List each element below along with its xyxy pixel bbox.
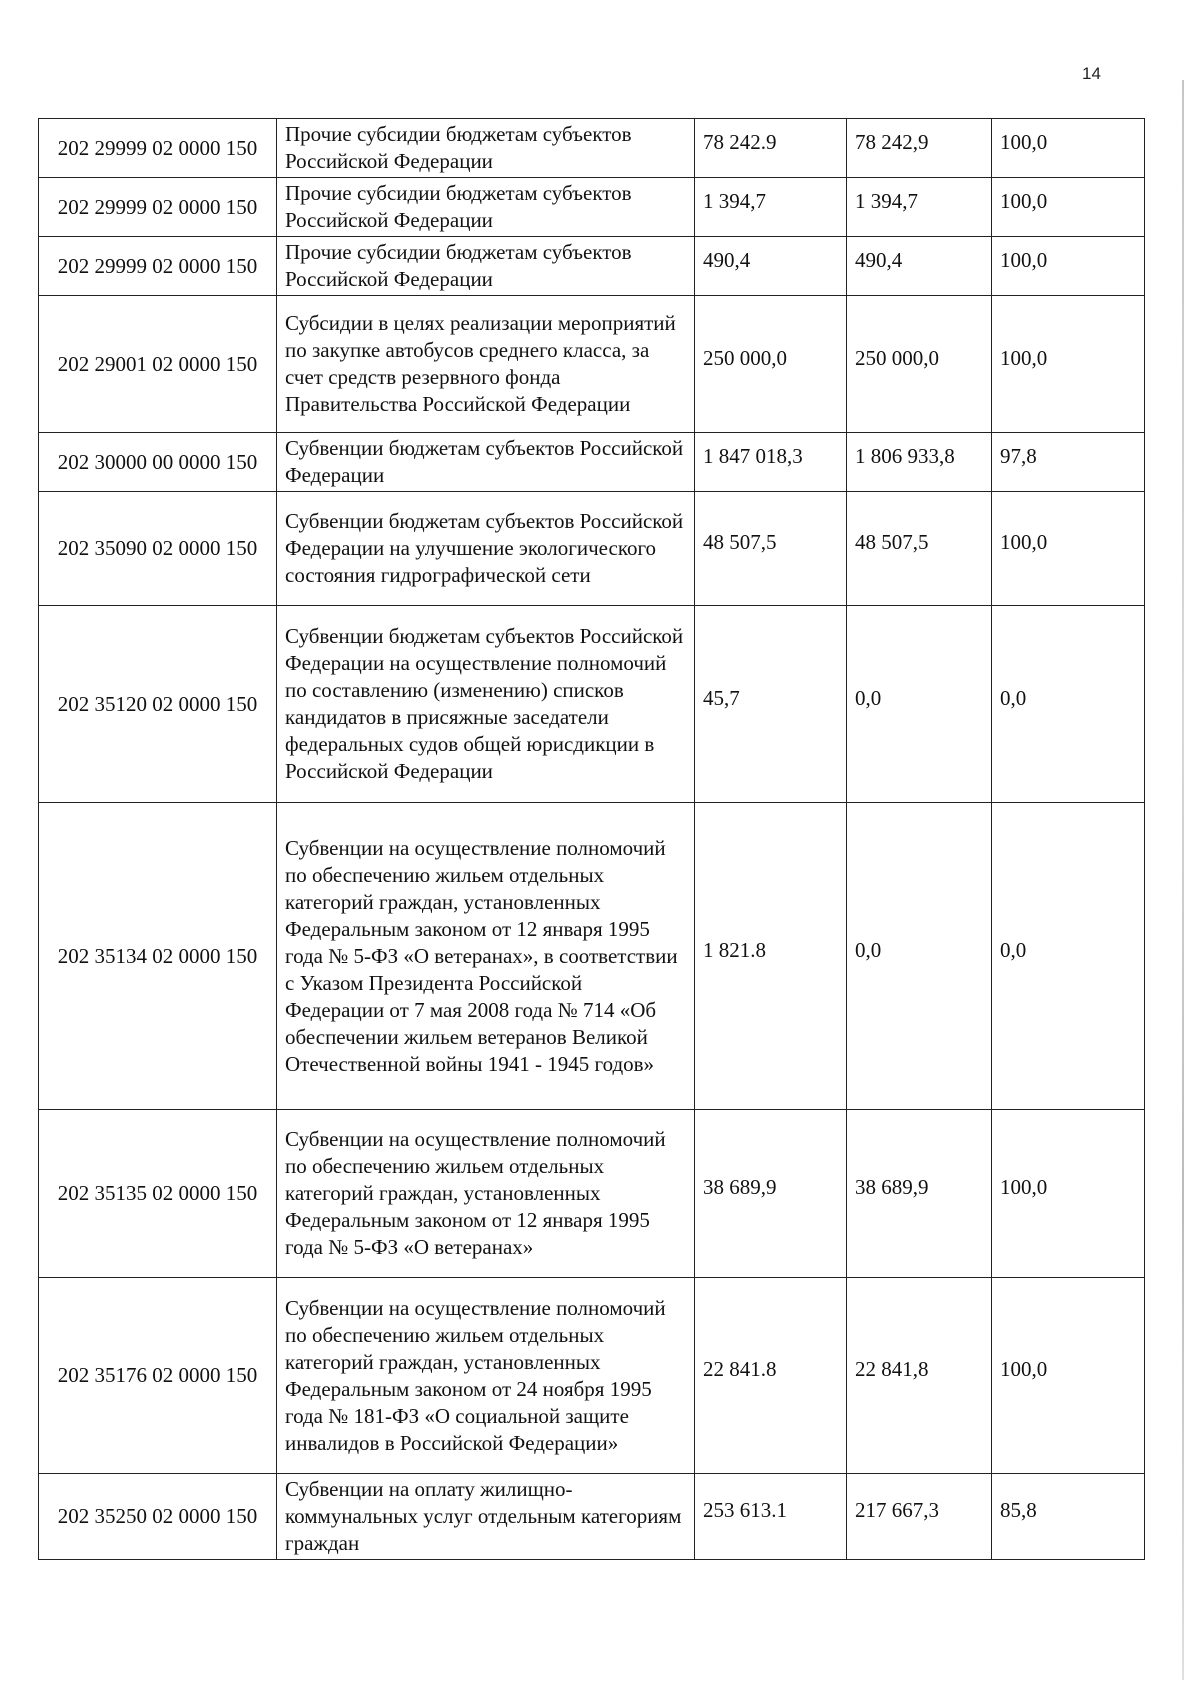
execution-percent [992,1474,1145,1560]
actual-amount-value: 78 242,9 [855,129,929,154]
page-number: 14 [1082,64,1101,83]
table-row [39,606,1145,803]
actual-amount-value: 217 667,3 [855,1498,939,1522]
budget-code: 202 29999 02 0000 150 [39,119,277,178]
execution-percent [992,119,1145,178]
actual-amount-value: 250 000,0 [855,345,939,370]
table-row [39,433,1145,492]
revenue-name: Субвенции на осуществление полномочий по обеспечению жильем отдельных категорий граждан, установленных Федеральным законом от 24 ноября 1995 года № 181-ФЗ «О социальной защите инвалидов в Российской Федерации» [277,1278,695,1474]
actual-amount-value: 48 507,5 [855,530,929,554]
plan-amount-value: 490,4 [703,247,751,272]
budget-code: 202 35120 02 0000 150 [39,606,277,803]
budget-code: 202 29001 02 0000 150 [39,296,277,433]
actual-amount [847,1278,992,1474]
budget-code: 202 30000 00 0000 150 [39,433,277,492]
revenue-name: Прочие субсидии бюджетам субъектов Российской Федерации [277,237,695,296]
execution-percent-value: 100,0 [1000,1357,1048,1381]
execution-percent [992,606,1145,803]
execution-percent-value: 85,8 [1000,1498,1037,1522]
execution-percent-value: 100,0 [1000,188,1048,213]
actual-amount [847,237,992,296]
actual-amount [847,803,992,1110]
table-row [39,119,1145,178]
actual-amount [847,119,992,178]
execution-percent [992,492,1145,606]
execution-percent [992,433,1145,492]
plan-amount-value: 38 689,9 [703,1175,777,1199]
actual-amount [847,296,992,433]
table-row [39,803,1145,1110]
execution-percent [992,178,1145,237]
budget-code: 202 29999 02 0000 150 [39,237,277,296]
plan-amount-value: 78 242.9 [703,129,777,154]
budget-code: 202 35250 02 0000 150 [39,1474,277,1560]
actual-amount [847,1110,992,1278]
execution-percent-value: 100,0 [1000,247,1048,272]
plan-amount-value: 1 394,7 [703,188,766,213]
plan-amount-value: 45,7 [703,685,740,710]
actual-amount [847,433,992,492]
revenue-name: Субвенции бюджетам субъектов Российской Федерации на улучшение экологического состояния гидрографической сети [277,492,695,606]
revenue-name: Субвенции на оплату жилищно-коммунальных услуг отдельным категориям граждан [277,1474,695,1560]
execution-percent [992,803,1145,1110]
execution-percent-value: 100,0 [1000,345,1048,370]
plan-amount-value: 250 000,0 [703,345,787,370]
revenue-name: Субсидии в целях реализации мероприятий по закупке автобусов среднего класса, за счет средств резервного фонда Правительства Российской Федерации [277,296,695,433]
plan-amount [695,1110,847,1278]
table-row [39,237,1145,296]
plan-amount [695,296,847,433]
budget-code: 202 29999 02 0000 150 [39,178,277,237]
execution-percent-value: 100,0 [1000,1175,1048,1199]
plan-amount-value: 1 821.8 [703,937,766,962]
actual-amount-value: 0,0 [855,937,882,962]
revenue-name: Прочие субсидии бюджетам субъектов Российской Федерации [277,178,695,237]
plan-amount [695,1474,847,1560]
table-row [39,296,1145,433]
table-row [39,492,1145,606]
plan-amount-value: 253 613.1 [703,1498,787,1522]
table-row [39,178,1145,237]
plan-amount [695,1278,847,1474]
actual-amount [847,492,992,606]
revenue-name: Субвенции бюджетам субъектов Российской Федерации [277,433,695,492]
actual-amount-value: 490,4 [855,247,903,272]
actual-amount-value: 1 394,7 [855,188,918,213]
actual-amount-value: 22 841,8 [855,1357,929,1381]
budget-code: 202 35176 02 0000 150 [39,1278,277,1474]
plan-amount-value: 22 841.8 [703,1357,777,1381]
plan-amount [695,178,847,237]
actual-amount-value: 38 689,9 [855,1175,929,1199]
table-row [39,1278,1145,1474]
plan-amount [695,492,847,606]
actual-amount-value: 1 806 933,8 [855,443,955,468]
plan-amount-value: 48 507,5 [703,530,777,554]
revenue-name: Субвенции бюджетам субъектов Российской Федерации на осуществление полномочий по составлению (изменению) списков кандидатов в присяжные заседатели федеральных судов общей юрисдикции в Российской Федерации [277,606,695,803]
execution-percent-value: 0,0 [1000,937,1027,962]
budget-code: 202 35134 02 0000 150 [39,803,277,1110]
execution-percent-value: 100,0 [1000,129,1048,154]
revenue-name: Субвенции на осуществление полномочий по обеспечению жильем отдельных категорий граждан, установленных Федеральным законом от 12 января 1995 года № 5-ФЗ «О ветеранах» [277,1110,695,1278]
execution-percent [992,296,1145,433]
actual-amount [847,178,992,237]
execution-percent-value: 97,8 [1000,443,1037,468]
scan-edge-line [1182,80,1184,1680]
actual-amount-value: 0,0 [855,685,882,710]
actual-amount [847,606,992,803]
plan-amount-value: 1 847 018,3 [703,443,803,468]
budget-table [38,118,1145,1560]
plan-amount [695,119,847,178]
budget-code: 202 35135 02 0000 150 [39,1110,277,1278]
table-row [39,1110,1145,1278]
plan-amount [695,433,847,492]
revenue-name: Субвенции на осуществление полномочий по обеспечению жильем отдельных категорий граждан, установленных Федеральным законом от 12 января 1995 года № 5-ФЗ «О ветеранах», в соответствии с Указом Президента Российской Федерации от 7 мая 2008 года № 714 «Об обеспечении жильем ветеранов Великой Отечественной войны 1941 - 1945 годов» [277,803,695,1110]
actual-amount [847,1474,992,1560]
execution-percent [992,1110,1145,1278]
execution-percent-value: 100,0 [1000,530,1048,554]
plan-amount [695,803,847,1110]
table-row [39,1474,1145,1560]
execution-percent-value: 0,0 [1000,685,1027,710]
plan-amount [695,606,847,803]
plan-amount [695,237,847,296]
execution-percent [992,237,1145,296]
budget-code: 202 35090 02 0000 150 [39,492,277,606]
revenue-name: Прочие субсидии бюджетам субъектов Российской Федерации [277,119,695,178]
execution-percent [992,1278,1145,1474]
